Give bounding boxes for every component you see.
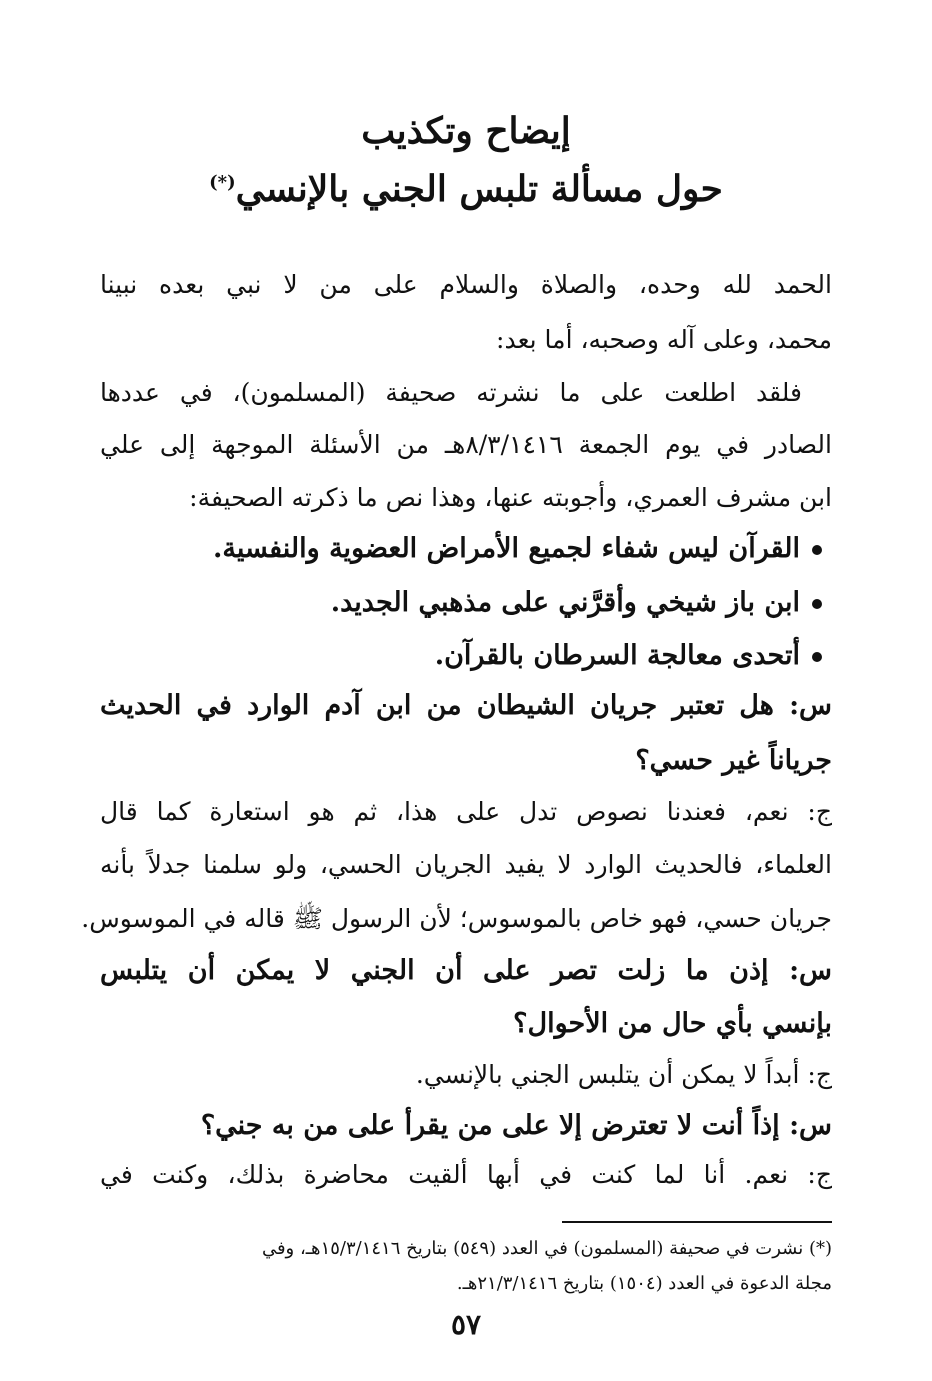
answer-1-line-1: ج: نعم، فعندنا نصوص تدل على هذا، ثم هو استعارة كما قال bbox=[100, 797, 832, 826]
subtitle-text: حول مسألة تلبس الجني بالإنسي bbox=[235, 168, 723, 210]
body-line-4: الصادر في يوم الجمعة ٨/٣/١٤١٦هـ من الأسئلة الموجهة إلى علي bbox=[100, 430, 832, 459]
body-line-3: فلقد اطلعت على ما نشرته صحيفة (المسلمون)، في عددها bbox=[100, 378, 802, 407]
answer-1-line-2: العلماء، فالحديث الوارد لا يفيد الجريان الحسي، ولو سلمنا جدلاً بأنه bbox=[100, 850, 832, 879]
question-3-line-1: س: إذاً أنت لا تعترض إلا على من يقرأ على من به جني؟ bbox=[200, 1110, 832, 1141]
page-number: ٥٧ bbox=[450, 1308, 482, 1341]
body-line-2: محمد، وعلى آله وصحبه، أما بعد: bbox=[496, 325, 832, 354]
bullet-dot-icon bbox=[812, 652, 822, 662]
bullet-item-1 bbox=[213, 533, 822, 564]
footnote-line-2: مجلة الدعوة في العدد (١٥٠٤) بتاريخ ٢١/٣/١٤١٦هـ. bbox=[456, 1273, 832, 1294]
page-title: إيضاح وتكذيب bbox=[361, 110, 571, 152]
body-line-5: ابن مشرف العمري، وأجوبته عنها، وهذا نص ما ذكرته الصحيفة: bbox=[189, 483, 832, 512]
question-2-line-2: بإنسي بأي حال من الأحوال؟ bbox=[513, 1008, 832, 1039]
bullet-text: القرآن ليس شفاء لجميع الأمراض العضوية والنفسية. bbox=[213, 533, 800, 564]
bullet-text: أتحدى معالجة السرطان بالقرآن. bbox=[434, 640, 800, 671]
bullet-dot-icon bbox=[812, 545, 822, 555]
footnote-line-1: (*) نشرت في صحيفة (المسلمون) في العدد (٥٤٩) بتاريخ ١٥/٣/١٤١٦هـ، وفي bbox=[261, 1238, 832, 1259]
question-1-line-1: س: هل تعتبر جريان الشيطان من ابن آدم الوارد في الحديث bbox=[100, 690, 832, 721]
footnote-divider bbox=[562, 1221, 832, 1223]
question-1-line-2: جرياناً غير حسي؟ bbox=[635, 745, 832, 776]
footnote-marker: (*) bbox=[209, 172, 236, 193]
answer-1-line-3: جريان حسي، فهو خاص بالموسوس؛ لأن الرسول ﷺ قاله في الموسوس. bbox=[81, 904, 832, 933]
body-line-1: الحمد لله وحده، والصلاة والسلام على من لا نبي بعده نبينا bbox=[100, 270, 832, 299]
page-subtitle bbox=[0, 168, 932, 210]
answer-2-line-1: ج: أبداً لا يمكن أن يتلبس الجني بالإنسي. bbox=[415, 1060, 832, 1089]
question-2-line-1: س: إذن ما زلت تصر على أن الجني لا يمكن أن يتلبس bbox=[100, 955, 832, 986]
bullet-text: ابن باز شيخي وأقرَّني على مذهبي الجديد. bbox=[330, 587, 800, 618]
answer-3-line-1: ج: نعم. أنا لما كنت في أبها ألقيت محاضرة بذلك، وكنت في bbox=[100, 1160, 832, 1189]
bullet-dot-icon bbox=[812, 599, 822, 609]
bullet-item-3 bbox=[435, 640, 822, 671]
bullet-item-2 bbox=[331, 587, 822, 618]
